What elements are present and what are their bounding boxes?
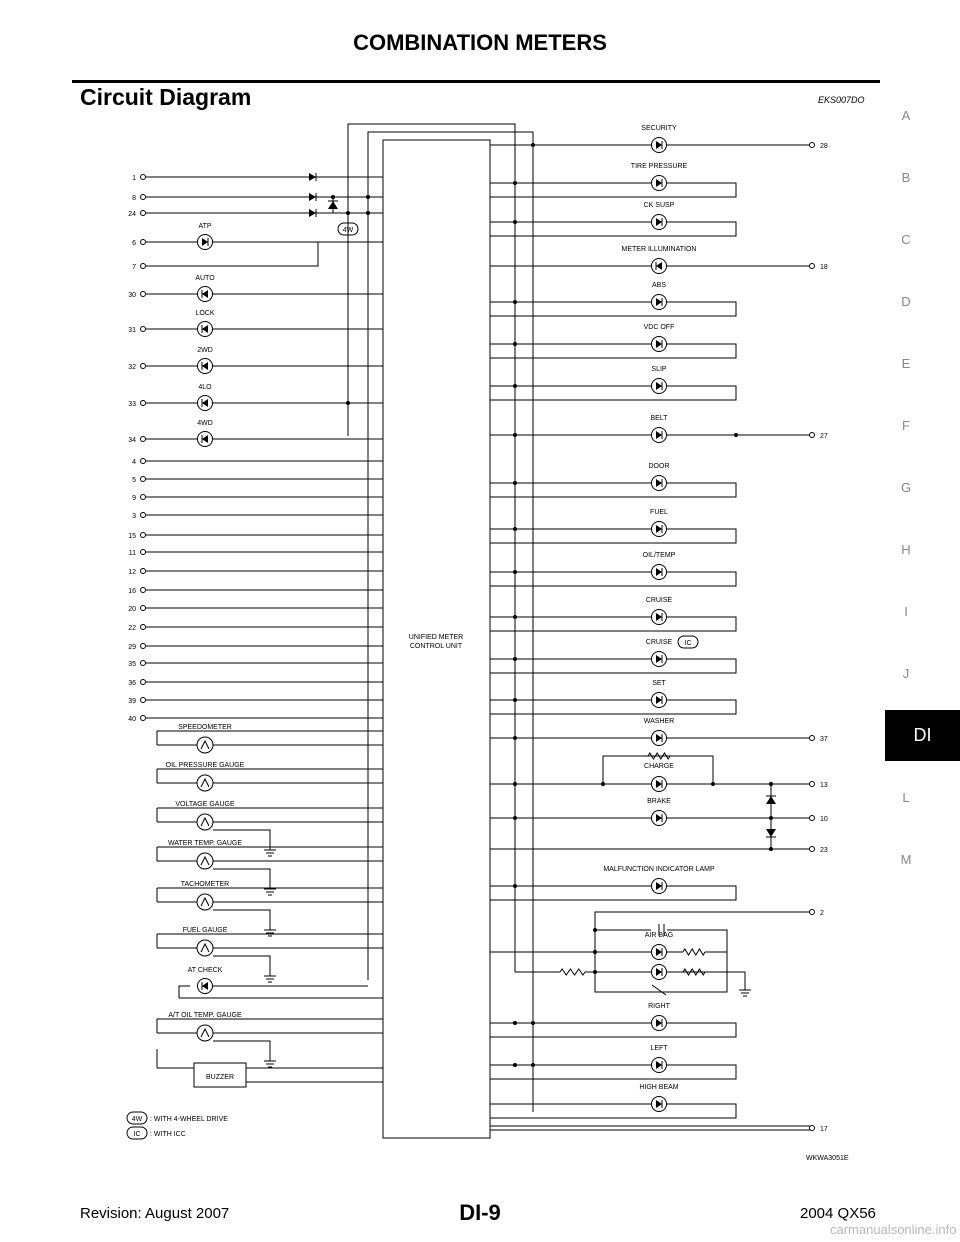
lamp-diode-arrow bbox=[656, 179, 662, 187]
pin-label: 37 bbox=[820, 736, 828, 743]
gauge-meter-icon bbox=[197, 853, 213, 869]
junction-dot bbox=[601, 782, 605, 786]
terminal bbox=[141, 644, 146, 649]
wire bbox=[213, 1041, 270, 1051]
page-header-title: COMBINATION METERS bbox=[353, 30, 607, 55]
terminal bbox=[141, 533, 146, 538]
lamp-diode-arrow bbox=[202, 435, 208, 443]
terminal bbox=[141, 401, 146, 406]
lamp-diode-arrow bbox=[656, 141, 662, 149]
resistor-icon bbox=[683, 949, 705, 955]
legend-4w-tag-label: 4W bbox=[131, 1116, 143, 1123]
lamp-diode-arrow bbox=[656, 696, 662, 704]
lamp-diode-arrow bbox=[656, 568, 662, 576]
pin-label: 30 bbox=[128, 292, 136, 299]
side-letter[interactable]: L bbox=[902, 790, 910, 805]
junction-dot bbox=[513, 220, 517, 224]
diode-icon bbox=[309, 173, 316, 181]
wire bbox=[490, 1023, 736, 1037]
lamp-diode-arrow bbox=[656, 525, 662, 533]
junction-dot bbox=[366, 211, 370, 215]
junction-dot bbox=[711, 782, 715, 786]
lamp-label: CHARGE bbox=[644, 763, 674, 770]
pin-label: 36 bbox=[128, 680, 136, 687]
lamp-label: BELT bbox=[650, 415, 668, 422]
lamp-diode-arrow bbox=[656, 948, 662, 956]
junction-dot bbox=[513, 300, 517, 304]
lamp-label: MALFUNCTION INDICATOR LAMP bbox=[603, 866, 715, 873]
gauge-needle bbox=[201, 1029, 209, 1037]
lamp-label: AUTO bbox=[195, 275, 215, 282]
junction-dot bbox=[513, 698, 517, 702]
pin-label: 39 bbox=[128, 698, 136, 705]
junction-dot bbox=[513, 782, 517, 786]
gauge-label: OIL PRESSURE GAUGE bbox=[165, 762, 245, 769]
terminal bbox=[141, 477, 146, 482]
junction-dot bbox=[513, 1063, 517, 1067]
pin-label: 17 bbox=[820, 1126, 828, 1133]
lamp-label: VDC OFF bbox=[643, 324, 675, 331]
wire bbox=[603, 756, 713, 784]
wire bbox=[490, 344, 736, 358]
gauge-label: A/T OIL TEMP. GAUGE bbox=[168, 1012, 242, 1019]
pin-label: 28 bbox=[820, 143, 828, 150]
at-check-wire bbox=[179, 986, 190, 998]
terminal bbox=[810, 1126, 815, 1131]
lamp-label: CK SUSP bbox=[643, 202, 675, 209]
pin-label: 33 bbox=[128, 401, 136, 408]
pin-label: 13 bbox=[820, 782, 828, 789]
junction-dot bbox=[513, 181, 517, 185]
pin-label: 4 bbox=[132, 459, 136, 466]
lamp-diode-arrow bbox=[202, 982, 208, 990]
resistor-icon bbox=[560, 969, 585, 975]
junction-dot bbox=[513, 657, 517, 661]
section-title: Circuit Diagram bbox=[80, 84, 252, 110]
lamp-diode-arrow bbox=[656, 1061, 662, 1069]
lamp-diode-arrow bbox=[656, 218, 662, 226]
lamp-diode-arrow bbox=[656, 882, 662, 890]
lamp-label: TIRE PRESSURE bbox=[630, 163, 688, 170]
buzzer-label: BUZZER bbox=[206, 1074, 234, 1081]
gauge-meter-icon bbox=[197, 814, 213, 830]
pin-label: 11 bbox=[128, 550, 136, 557]
side-letter[interactable]: H bbox=[901, 542, 911, 557]
junction-dot bbox=[513, 1021, 517, 1025]
wire bbox=[490, 659, 736, 673]
side-letter[interactable]: M bbox=[900, 852, 912, 867]
pin-label: 2 bbox=[820, 910, 824, 917]
terminal bbox=[141, 569, 146, 574]
wire bbox=[667, 972, 745, 980]
gauge-label: VOLTAGE GAUGE bbox=[175, 801, 235, 808]
lamp-diode-arrow bbox=[656, 479, 662, 487]
lamp-diode-arrow bbox=[202, 325, 208, 333]
lamp-diode-arrow bbox=[656, 1100, 662, 1108]
pin-label: 12 bbox=[128, 569, 136, 576]
junction-dot bbox=[366, 195, 370, 199]
wire bbox=[213, 956, 270, 966]
footer-watermark: carmanualsonline.info bbox=[830, 1222, 957, 1237]
pin-label: 31 bbox=[128, 327, 136, 334]
pin-label: 10 bbox=[820, 816, 828, 823]
lamp-label: LEFT bbox=[650, 1045, 668, 1052]
wire bbox=[490, 222, 736, 236]
gauge-label: FUEL GAUGE bbox=[182, 927, 228, 934]
legend-ic-text: : WITH ICC bbox=[150, 1131, 186, 1138]
footer-model: 2004 QX56 bbox=[800, 1205, 876, 1222]
lamp-label: WASHER bbox=[643, 718, 675, 725]
junction-dot bbox=[513, 816, 517, 820]
pin-label: 40 bbox=[128, 716, 136, 723]
pin-label: 20 bbox=[128, 606, 136, 613]
unit-label: CONTROL UNIT bbox=[409, 643, 463, 650]
side-letter[interactable]: A bbox=[901, 108, 911, 123]
terminal bbox=[141, 698, 146, 703]
lamp-label: CRUISE bbox=[645, 639, 673, 646]
feed-wire bbox=[368, 132, 533, 1112]
terminal bbox=[141, 175, 146, 180]
pin-label: 15 bbox=[128, 533, 136, 540]
wire bbox=[213, 830, 270, 840]
terminal bbox=[141, 211, 146, 216]
lamp-label: OIL/TEMP bbox=[642, 552, 676, 559]
gauge-needle bbox=[201, 741, 209, 749]
wire bbox=[490, 617, 736, 631]
terminal bbox=[141, 327, 146, 332]
section-tab-di[interactable]: DI bbox=[885, 710, 960, 761]
side-letter[interactable]: E bbox=[901, 356, 911, 371]
junction-dot bbox=[513, 615, 517, 619]
pin-label: 35 bbox=[128, 661, 136, 668]
pin-label: 22 bbox=[128, 625, 136, 632]
figure-code: WKWA3051E bbox=[806, 1155, 849, 1162]
junction-dot bbox=[513, 481, 517, 485]
pin-label: 7 bbox=[132, 264, 136, 271]
gauge-label: WATER TEMP. GAUGE bbox=[167, 840, 243, 847]
wire bbox=[213, 869, 270, 879]
lamp-diode-arrow bbox=[656, 814, 662, 822]
lamp-label: AIR BAG bbox=[644, 932, 674, 939]
side-letter[interactable]: B bbox=[901, 170, 911, 185]
junction-dot bbox=[513, 433, 517, 437]
lamp-diode-arrow bbox=[656, 780, 662, 788]
lamp-label: 4LO bbox=[198, 384, 212, 391]
lamp-label: 2WD bbox=[197, 347, 213, 354]
side-letter[interactable]: G bbox=[900, 480, 912, 495]
lamp-label: SECURITY bbox=[641, 125, 677, 132]
wire bbox=[490, 1065, 736, 1079]
gauge-needle bbox=[201, 818, 209, 826]
terminal bbox=[141, 680, 146, 685]
junction-dot bbox=[734, 433, 738, 437]
wire bbox=[490, 1104, 736, 1118]
lamp-label-atp: ATP bbox=[198, 223, 212, 230]
wire bbox=[490, 886, 736, 900]
terminal bbox=[141, 588, 146, 593]
terminal bbox=[141, 661, 146, 666]
junction-dot bbox=[513, 384, 517, 388]
lamp-diode-arrow bbox=[202, 290, 208, 298]
junction-dot bbox=[513, 527, 517, 531]
lamp-diode-arrow bbox=[202, 362, 208, 370]
gauge-label: SPEEDOMETER bbox=[178, 724, 232, 731]
side-letter[interactable]: I bbox=[904, 604, 908, 619]
gauge-needle bbox=[201, 857, 209, 865]
wire bbox=[490, 529, 736, 543]
junction-dot bbox=[346, 211, 350, 215]
junction-dot bbox=[531, 1063, 535, 1067]
pin-label: 27 bbox=[820, 433, 828, 440]
gauge-needle bbox=[201, 898, 209, 906]
pin-label: 8 bbox=[132, 195, 136, 202]
footer-revision: Revision: August 2007 bbox=[80, 1205, 230, 1222]
gauge-meter-icon bbox=[197, 737, 213, 753]
unit-label: UNIFIED METER bbox=[408, 634, 464, 641]
lamp-label: 4WD bbox=[197, 420, 213, 427]
diode-icon bbox=[309, 209, 316, 217]
lamp-label: SET bbox=[652, 680, 666, 687]
pin-label: 3 bbox=[132, 513, 136, 520]
pin-label: 32 bbox=[128, 364, 136, 371]
legend-ic-tag-label: IC bbox=[133, 1131, 141, 1138]
terminal bbox=[810, 847, 815, 852]
terminal bbox=[141, 240, 146, 245]
terminal bbox=[141, 513, 146, 518]
ic-tag-label: IC bbox=[684, 640, 692, 647]
terminal bbox=[810, 433, 815, 438]
lamp-label: FUEL bbox=[650, 509, 668, 516]
diode-icon bbox=[766, 796, 776, 804]
lamp-diode-arrow bbox=[202, 399, 208, 407]
junction-dot bbox=[513, 736, 517, 740]
lamp-label: SLIP bbox=[651, 366, 667, 373]
terminal bbox=[141, 195, 146, 200]
terminal bbox=[810, 910, 815, 915]
gauge-meter-icon bbox=[197, 894, 213, 910]
junction-dot bbox=[513, 570, 517, 574]
legend-4w-text: : WITH 4-WHEEL DRIVE bbox=[150, 1116, 228, 1123]
lamp-diode-arrow bbox=[656, 382, 662, 390]
4w-tag-label: 4W bbox=[342, 227, 354, 234]
side-letter[interactable]: F bbox=[902, 418, 910, 433]
pin-label: 9 bbox=[132, 495, 136, 502]
lamp-diode-arrow bbox=[656, 734, 662, 742]
gauge-meter-icon bbox=[197, 940, 213, 956]
lamp-diode-arrow bbox=[656, 340, 662, 348]
terminal bbox=[810, 736, 815, 741]
wire bbox=[490, 183, 736, 197]
terminal bbox=[141, 716, 146, 721]
terminal bbox=[141, 364, 146, 369]
wire bbox=[490, 386, 736, 400]
junction-dot bbox=[593, 928, 597, 932]
terminal bbox=[810, 143, 815, 148]
pin-label: 18 bbox=[820, 264, 828, 271]
diode-icon bbox=[766, 829, 776, 837]
pin-label: 6 bbox=[132, 240, 136, 247]
pin-label: 24 bbox=[128, 211, 136, 218]
lamp-label: METER ILLUMINATION bbox=[621, 246, 697, 253]
lamp-diode-arrow bbox=[656, 431, 662, 439]
junction-dot bbox=[513, 884, 517, 888]
pin-label: 23 bbox=[820, 847, 828, 854]
footer-page-number: DI-9 bbox=[459, 1200, 501, 1225]
terminal bbox=[141, 459, 146, 464]
side-letter[interactable]: C bbox=[901, 232, 911, 247]
terminal bbox=[141, 625, 146, 630]
wire bbox=[490, 302, 736, 316]
pin-label: 5 bbox=[132, 477, 136, 484]
lamp-label: RIGHT bbox=[648, 1003, 670, 1010]
pin-label: 34 bbox=[128, 437, 136, 444]
junction-dot bbox=[531, 143, 535, 147]
resistor-icon bbox=[648, 753, 670, 759]
lamp-label-at-check: AT CHECK bbox=[187, 967, 223, 974]
gauge-meter-icon bbox=[197, 1025, 213, 1041]
lamp-diode-arrow bbox=[656, 968, 662, 976]
gauge-needle bbox=[201, 779, 209, 787]
terminal bbox=[141, 292, 146, 297]
side-letter[interactable]: D bbox=[901, 294, 911, 309]
terminal bbox=[141, 495, 146, 500]
lamp-label: DOOR bbox=[648, 463, 670, 470]
lamp-diode-arrow bbox=[656, 655, 662, 663]
terminal bbox=[810, 782, 815, 787]
lamp-diode-arrow bbox=[656, 613, 662, 621]
gauge-needle bbox=[201, 944, 209, 952]
lamp-diode-arrow bbox=[656, 262, 662, 270]
wire bbox=[490, 700, 736, 714]
diode-icon bbox=[309, 193, 316, 201]
gauge-meter-icon bbox=[197, 775, 213, 791]
wire bbox=[490, 483, 736, 497]
lamp-label: ABS bbox=[651, 282, 667, 289]
pin-label: 29 bbox=[128, 644, 136, 651]
lamp-label: CRUISE bbox=[645, 597, 673, 604]
wire bbox=[146, 242, 318, 266]
lamp-diode-arrow bbox=[656, 298, 662, 306]
junction-dot bbox=[531, 1021, 535, 1025]
side-letter[interactable]: J bbox=[902, 666, 910, 681]
terminal bbox=[141, 606, 146, 611]
gauge-label: TACHOMETER bbox=[180, 881, 230, 888]
wire bbox=[213, 910, 270, 920]
lamp-label: HIGH BEAM bbox=[639, 1084, 679, 1091]
pin-label: 1 bbox=[132, 175, 136, 182]
terminal bbox=[810, 264, 815, 269]
lamp-diode-arrow bbox=[202, 238, 208, 246]
terminal bbox=[141, 550, 146, 555]
diode-icon bbox=[328, 201, 338, 209]
terminal bbox=[141, 264, 146, 269]
wire bbox=[490, 572, 736, 586]
lamp-label: BRAKE bbox=[647, 798, 671, 805]
pin-label: 16 bbox=[128, 588, 136, 595]
section-code: EKS007DO bbox=[818, 95, 865, 105]
terminal bbox=[141, 437, 146, 442]
lamp-diode-arrow bbox=[656, 1019, 662, 1027]
lamp-label: LOCK bbox=[195, 310, 215, 317]
junction-dot bbox=[513, 342, 517, 346]
terminal bbox=[810, 816, 815, 821]
wire bbox=[652, 985, 666, 995]
